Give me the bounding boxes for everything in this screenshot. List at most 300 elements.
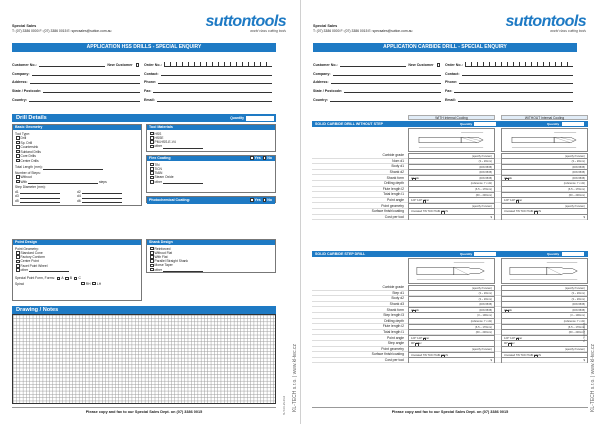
- sutton-logo-2: [506, 14, 587, 33]
- spec-option-label: 120°: [504, 336, 510, 340]
- with-cooling-header: WITH Internal Cooling: [408, 115, 495, 120]
- spec-option-label: TiCN: [520, 210, 527, 214]
- spec-option-label: TiN: [515, 353, 520, 357]
- address-label: Address:: [12, 80, 28, 85]
- steps-field[interactable]: [28, 181, 98, 185]
- spec-options: [504, 342, 515, 345]
- tool-type-checkbox[interactable]: [16, 141, 20, 145]
- spec-row-label: Step angle: [387, 341, 404, 346]
- spec-option-label: 140°: [510, 336, 516, 340]
- spec-hint: (6.5 ~ 170mm): [568, 188, 585, 192]
- contact-field[interactable]: [161, 72, 272, 76]
- spec-option-label: other: [415, 342, 422, 346]
- fax-label: Fax:: [144, 89, 152, 94]
- fax-field[interactable]: [153, 89, 272, 93]
- spec-option-label: Uncoated: [411, 210, 423, 214]
- spec-hint: (3 ~ 20mm): [478, 292, 492, 296]
- spec-hint: $: [490, 216, 492, 220]
- spec-hint: (60 ~ 230mm): [475, 193, 492, 197]
- company-label-2: Company:: [313, 71, 331, 76]
- shank-design-checkbox[interactable]: [150, 268, 154, 272]
- spec-hint: (6.5 ~ 170mm): [475, 325, 492, 329]
- spec-option-label: HE: [415, 176, 419, 180]
- spec-hint: (DIN 6535): [479, 176, 492, 180]
- sales-contact-header-2: [313, 24, 412, 33]
- company-name-2: Special Sales: [313, 24, 338, 28]
- spec-hint: $: [583, 216, 585, 220]
- phone-field[interactable]: [158, 80, 272, 84]
- spec-row-label: Carbide grade: [382, 285, 404, 290]
- form-a-checkbox[interactable]: [57, 276, 64, 281]
- tool-type-label: Subland Drills: [20, 149, 41, 154]
- spec-hint: (DIN 6535): [572, 176, 585, 180]
- customer-no-label-2: Customer No.:: [313, 62, 338, 67]
- fax-label-2: Fax:: [445, 89, 453, 94]
- step-drill-diagram-b: [501, 258, 588, 284]
- spec-row-label: Shank d2: [389, 170, 404, 175]
- spec-options: [411, 199, 429, 202]
- customer-form: [12, 58, 276, 102]
- email-field-2[interactable]: [458, 98, 573, 102]
- point-geometry-other-field[interactable]: [29, 269, 69, 273]
- spec-hint: (specify if known): [564, 286, 585, 290]
- tool-material-checkbox[interactable]: [150, 132, 154, 136]
- form-c-checkbox[interactable]: [74, 276, 81, 281]
- spec-hint: (3 ~ 20mm): [478, 160, 492, 164]
- spec-options: [411, 210, 448, 213]
- fax-field-2[interactable]: [454, 89, 573, 93]
- spec-option-label: other: [423, 336, 430, 340]
- email-field[interactable]: [157, 98, 272, 102]
- num-steps-label: Number of Steps:: [15, 170, 41, 175]
- section-step-drill: [312, 251, 588, 257]
- spec-option-label: TiN: [422, 210, 427, 214]
- point-geometry-label: Centre Point: [20, 259, 39, 264]
- spec-hint: (3 ~ 20mm): [478, 297, 492, 301]
- photo-yes-checkbox[interactable]: [250, 198, 254, 202]
- spec-option-label: 140°: [417, 199, 423, 203]
- country-label: Country:: [12, 97, 27, 102]
- customer-form-2: [313, 58, 577, 102]
- without-cooling-header: WITHOUT Internal Cooling: [501, 115, 588, 120]
- point-geometry-label: Facet Point Wheel: [20, 263, 48, 268]
- state-label-2: State / Postcode:: [313, 89, 343, 94]
- spec-option-label: HA: [504, 176, 508, 180]
- total-length-field[interactable]: [43, 166, 103, 170]
- spec-hint: (specify if known): [471, 154, 492, 158]
- spec-option-label: AlCrN: [534, 210, 541, 214]
- spec-hint: (60 ~ 230mm): [475, 331, 492, 335]
- tool-type-label: Tool Type:: [15, 131, 30, 136]
- spec-option-label: TiCN: [427, 353, 434, 357]
- spec-options: [411, 337, 429, 340]
- step-drill-outline-icon-b: [502, 259, 587, 283]
- spec-cell-a[interactable]: [408, 214, 495, 220]
- spec-row-label: Body d1: [391, 164, 404, 169]
- spec-option-label: AlCrN: [441, 210, 448, 214]
- photo-coating-header: [147, 197, 275, 204]
- spec-hint: (3 ~ 100mm): [570, 314, 585, 318]
- customer-no-label: Customer No.:: [12, 62, 37, 67]
- flex-yes-checkbox[interactable]: [250, 156, 254, 160]
- s1-qty-label-a: Quantity: [460, 122, 473, 126]
- spec-option-label: 120°: [504, 199, 510, 203]
- step-diameter-label: d3: [15, 194, 19, 198]
- point-geometry-label: other: [20, 267, 29, 272]
- form-a-label: A: [61, 276, 64, 281]
- spec-options: [411, 309, 419, 312]
- flex-coating-checkbox[interactable]: [150, 180, 154, 184]
- spiral-rh-label: RH: [85, 281, 91, 286]
- logo-brand: suttontools: [205, 13, 286, 30]
- shank-design-panel: [146, 239, 276, 273]
- section2-spec-rows: [312, 285, 588, 363]
- tool-material-checkbox[interactable]: [150, 145, 154, 149]
- spec-hint: (DIN 6535): [572, 171, 585, 175]
- spec-option-label: TiAlN: [527, 210, 534, 214]
- tool-material-label: PM-HSS-E-V4: [154, 140, 176, 145]
- spec-option-label: TiN: [515, 210, 520, 214]
- customer-no-field[interactable]: [39, 63, 106, 67]
- new-customer-checkbox[interactable]: [136, 63, 140, 67]
- spec-option-label: Uncoated: [411, 353, 423, 357]
- page1-footer: Please copy and fax to our Special Sales Dept. on (07) 3386 0015: [12, 407, 276, 415]
- spec-option-label: HE: [508, 308, 512, 312]
- shank-design-other-field[interactable]: [163, 268, 203, 272]
- spec-row-label: Surface finish/coating: [371, 352, 404, 357]
- form-b-checkbox[interactable]: [65, 277, 69, 281]
- spec-hint: (DIN 6535): [572, 303, 585, 307]
- without-steps-checkbox[interactable]: [16, 175, 20, 179]
- flex-yes-label: Yes: [254, 156, 261, 160]
- spec-option-label: TiCN: [427, 210, 434, 214]
- special-point-form-label: Special Point Form, Forms:: [15, 276, 55, 281]
- spec-hint: (3 ~ 20mm): [571, 292, 585, 296]
- step-diameter-item: [15, 199, 77, 204]
- drawing-grid[interactable]: [12, 314, 276, 404]
- sales-contact-header: [12, 24, 111, 33]
- new-customer-label: New Customer: [107, 62, 133, 67]
- company-label: Company:: [12, 71, 30, 76]
- shank-design-item: [149, 268, 273, 272]
- s1-qty-field-b[interactable]: [562, 122, 584, 126]
- country-field[interactable]: [29, 98, 140, 102]
- spec-option-label: HE: [508, 176, 512, 180]
- spec-row-label: Surface finish/coating: [371, 209, 404, 214]
- spiral-lh-checkbox[interactable]: [92, 282, 96, 286]
- basic-geometry-panel: [12, 124, 142, 206]
- step-diameter-item: [77, 199, 139, 204]
- flex-no-label: No: [267, 156, 272, 160]
- spec-row-label: Carbide grade: [382, 153, 404, 158]
- point-geometry-label: Factory Conform: [20, 255, 46, 260]
- spec-hint: (specify if known): [564, 154, 585, 158]
- page1-vertical-watermark: KL-TECH s.r.o. | www.kl-tec.cz: [292, 344, 298, 412]
- spec-option-label: other: [516, 199, 523, 203]
- spec-option-label: TiCN: [520, 353, 527, 357]
- spec-row-label: Drilling depth: [384, 181, 404, 186]
- shank-design-checkbox[interactable]: [150, 247, 154, 251]
- spec-hint: (DIN 6535): [479, 308, 492, 312]
- point-geometry-label: Point Geometry:: [15, 246, 39, 251]
- state-field-2[interactable]: [344, 89, 441, 93]
- section1-spec-rows: [312, 153, 588, 220]
- spec-hint: (reference: 7 x d1): [470, 320, 492, 324]
- spec-row-label: Shank form: [386, 175, 404, 180]
- section1-label: SOLID CARBIDE DRILL WITHOUT STEP: [315, 122, 384, 126]
- spec-hint: (DIN 6535): [479, 303, 492, 307]
- email-label-2: Email:: [445, 97, 456, 102]
- shank-design-label: Parallel Straight Shank: [154, 259, 189, 264]
- state-label: State / Postcode:: [12, 89, 42, 94]
- spec-hint: (60 ~ 230mm): [568, 331, 585, 335]
- spec-option-label: TiAlN: [527, 353, 534, 357]
- spec-row-label: Point geometry: [381, 346, 404, 351]
- spec-option-label: HA: [411, 308, 415, 312]
- tool-type-checkbox[interactable]: [16, 159, 20, 163]
- spec-row: [312, 358, 588, 364]
- photo-no-checkbox[interactable]: [263, 198, 267, 202]
- contact-field-2[interactable]: [462, 72, 573, 76]
- cooling-column-headers: [408, 115, 588, 120]
- point-geometry-item: [15, 268, 139, 272]
- order-no-boxes-2[interactable]: [465, 62, 573, 67]
- tool-material-item: [149, 144, 273, 148]
- point-design-title: Point Design: [13, 240, 141, 245]
- spec-row-label: Cost per tool: [384, 358, 404, 363]
- spec-option-label: AlCrN: [534, 353, 541, 357]
- address-field[interactable]: [30, 80, 140, 84]
- s1-qty-field-a[interactable]: [474, 122, 496, 126]
- flex-coating-panel: [146, 155, 276, 193]
- order-no-label-2: Order No.:: [445, 62, 463, 67]
- spec-option-label: 120°: [411, 199, 417, 203]
- spec-hint: (specify if known): [564, 348, 585, 352]
- order-no-boxes[interactable]: [164, 62, 272, 67]
- spec-options: [504, 210, 541, 213]
- country-label-2: Country:: [313, 97, 328, 102]
- s2-qty-label-a: Quantity: [460, 252, 473, 256]
- shank-design-label: Reinforced: [154, 246, 171, 251]
- step-diameter-label: d1: [15, 189, 19, 194]
- flex-coating-label: Steam Oxide: [154, 175, 174, 180]
- page2-title: APPLICATION CARBIDE DRILL - SPECIAL ENQUIRY: [313, 43, 577, 52]
- spec-option-label: TiAlN: [434, 210, 441, 214]
- sutton-logo: [206, 14, 287, 33]
- phone-field-2[interactable]: [459, 80, 573, 84]
- spiral-lh-label: LH: [96, 281, 102, 286]
- photo-no-label: No: [267, 198, 272, 202]
- phone-label: Phone:: [144, 80, 157, 85]
- basic-geometry-title: Basic Geometry: [13, 125, 141, 130]
- spec-option-label: AlCrN: [441, 353, 448, 357]
- spec-option-label: Uncoated: [504, 210, 516, 214]
- shank-design-title: Shank Design: [147, 240, 275, 245]
- s2-qty-field-b[interactable]: [562, 252, 584, 256]
- with-steps-checkbox[interactable]: [16, 180, 20, 184]
- tool-materials-title: Tool Materials: [147, 125, 275, 130]
- spec-option-label: other: [508, 342, 515, 346]
- spec-hint: $: [583, 359, 585, 363]
- spec-option-label: TiN: [422, 353, 427, 357]
- step-diameter-field[interactable]: [20, 200, 60, 204]
- flex-coating-other-field[interactable]: [163, 180, 203, 184]
- spec-options: [411, 342, 422, 345]
- address-label-2: Address:: [313, 80, 329, 85]
- quantity-label: Quantity: [230, 115, 244, 120]
- drill-outline-icon-b: [502, 129, 587, 151]
- photo-yes-label: Yes: [254, 198, 261, 202]
- flex-coating-checkbox[interactable]: [150, 176, 154, 180]
- tool-material-label: HSSE: [154, 135, 164, 140]
- total-length-label: Total Length (mm):: [15, 165, 43, 169]
- drill-details-label: Drill Details: [16, 115, 47, 121]
- spec-option-label: 140°: [417, 336, 423, 340]
- spec-row-label: Point angle: [387, 198, 404, 203]
- flex-coating-checkbox[interactable]: [150, 163, 154, 167]
- tool-type-label: Countersink: [20, 145, 39, 149]
- section2-label: SOLID CARBIDE STEP DRILL: [315, 252, 366, 256]
- spec-options: [504, 177, 512, 180]
- company-field[interactable]: [32, 72, 140, 76]
- spec-hint: (60 ~ 230mm): [568, 193, 585, 197]
- spec-option-label: 120°: [411, 336, 417, 340]
- spec-row-label: Cost per tool: [384, 214, 404, 219]
- country-field-2[interactable]: [330, 98, 441, 102]
- spec-hint: (3 ~ 100mm): [477, 314, 492, 318]
- spec-option-label: TiAlN: [434, 353, 441, 357]
- contact-details: T: (07) 3386 0000 F: (07) 3386 0015 E: specsales@sutton.com.au: [12, 28, 112, 33]
- form-b-label: B: [69, 276, 73, 281]
- customer-no-field-2[interactable]: [340, 63, 407, 67]
- spec-option-label: HA: [411, 176, 415, 180]
- s2-qty-field-a[interactable]: [474, 252, 496, 256]
- page2-doc-code: SUT-CD-EN-0313: [583, 322, 586, 342]
- phone-label-2: Phone:: [445, 80, 458, 85]
- tool-type-checkbox[interactable]: [16, 154, 20, 158]
- spec-hint: (reference: 7 x d1): [563, 320, 585, 324]
- spec-row-label: Flute length l2: [382, 186, 404, 191]
- spec-option-label: HA: [504, 308, 508, 312]
- spec-options: [504, 337, 522, 340]
- company-field-2[interactable]: [333, 72, 441, 76]
- tool-materials-panel: [146, 124, 276, 152]
- spec-hint: (3 ~ 20mm): [571, 297, 585, 301]
- shank-design-label: Without Flat: [154, 250, 173, 255]
- shank-design-label: With Flat: [154, 254, 168, 259]
- tool-type-checkbox[interactable]: [16, 136, 20, 140]
- spec-row-label: Drilling depth: [384, 318, 404, 323]
- spec-cell-b[interactable]: [501, 214, 588, 220]
- tool-type-checkbox[interactable]: [16, 145, 20, 149]
- spec-row-label: Point angle: [387, 335, 404, 340]
- logo-tagline: world class cutting tools: [250, 29, 286, 33]
- tool-material-other-field[interactable]: [163, 145, 203, 149]
- point-geometry-checkbox[interactable]: [16, 260, 20, 264]
- spec-hint: (DIN 6535): [479, 165, 492, 169]
- email-label: Email:: [144, 97, 155, 102]
- spec-row-label: Shank form: [386, 307, 404, 312]
- without-label: Without: [20, 175, 32, 179]
- point-geometry-checkbox[interactable]: [16, 268, 20, 272]
- s1-qty-label-b: Quantity: [547, 122, 560, 126]
- shank-design-label: other: [154, 267, 163, 272]
- flex-coating-item: [149, 180, 273, 184]
- tool-type-checkbox[interactable]: [16, 150, 20, 154]
- spec-options: [504, 354, 541, 357]
- steps-label: steps: [98, 179, 107, 184]
- tool-material-label: HSS: [154, 131, 162, 136]
- spec-hint: (6.5 ~ 170mm): [568, 325, 585, 329]
- tool-type-label: Sp. Drill: [20, 140, 33, 145]
- page1-doc-code: SUT-DD-EN-0313: [283, 395, 286, 415]
- spec-options: [411, 177, 419, 180]
- tool-type-label: Drill: [20, 136, 27, 140]
- spec-row-label: Total length l1: [383, 330, 404, 335]
- spec-hint: (3 ~ 20mm): [571, 160, 585, 164]
- drawing-notes-title: Drawing / Notes: [12, 306, 276, 314]
- drill-outline-icon: [409, 129, 494, 151]
- step-diameter-field[interactable]: [82, 200, 122, 204]
- logo-tagline-2: world class cutting tools: [550, 29, 586, 33]
- new-customer-checkbox-2[interactable]: [437, 63, 441, 67]
- spec-hint: (specify if known): [564, 204, 585, 208]
- logo-brand-2: suttontools: [505, 13, 586, 30]
- photo-coating-title: Photochemical Coating:: [149, 198, 191, 202]
- flex-no-checkbox[interactable]: [263, 156, 267, 160]
- spec-hint: (specify if known): [471, 286, 492, 290]
- step-diameter-label: d6: [77, 198, 81, 203]
- page-title: APPLICATION HSS DRILLS - SPECIAL ENQUIRY: [12, 43, 276, 52]
- spiral-label: Spiral:: [15, 281, 25, 286]
- spiral-rh-checkbox[interactable]: [81, 282, 85, 286]
- spec-option-label: Uncoated: [504, 353, 516, 357]
- spec-option-label: 90°: [504, 342, 508, 346]
- spec-hint: (6.5 ~ 170mm): [475, 188, 492, 192]
- flex-coating-label: TiN: [154, 162, 160, 167]
- contact-label: Contact:: [144, 71, 159, 76]
- company-name: Special Sales: [12, 24, 37, 28]
- contact-label-2: Contact:: [445, 71, 460, 76]
- spec-hint: $: [490, 359, 492, 363]
- shank-design-checkbox[interactable]: [150, 264, 154, 268]
- spec-cell-b[interactable]: [501, 357, 588, 363]
- address-field-2[interactable]: [331, 80, 441, 84]
- spec-hint: (specify if known): [471, 204, 492, 208]
- spec-row-label: Flute length l2: [382, 324, 404, 329]
- point-design-panel: [12, 239, 142, 301]
- order-no-label: Order No.:: [144, 62, 162, 67]
- step-drill-outline-icon: [409, 259, 494, 283]
- spec-options: [411, 354, 448, 357]
- spec-cell-a[interactable]: [408, 357, 495, 363]
- tool-type-label: Centre Drills: [20, 158, 39, 163]
- spec-options: [504, 309, 512, 312]
- section-without-step: [312, 121, 588, 127]
- spec-hint: (DIN 6535): [479, 171, 492, 175]
- step-diameter-label: Step Diameter (mm):: [15, 185, 46, 189]
- quantity-field[interactable]: [246, 116, 274, 121]
- flex-coating-label: TiAlN: [154, 171, 163, 176]
- tool-type-item: [15, 159, 139, 164]
- flex-coating-label: other: [154, 179, 163, 184]
- contact-details-2: T: (07) 3386 0000 F: (07) 3386 0015 E: specsales@sutton.com.au: [313, 28, 413, 33]
- spec-row: [312, 215, 588, 221]
- page2-footer: Please copy and fax to our Special Sales Dept. on (07) 3386 0015: [312, 407, 588, 415]
- state-field[interactable]: [43, 89, 140, 93]
- tool-material-label: other: [154, 144, 163, 149]
- spec-hint: (specify if known): [471, 348, 492, 352]
